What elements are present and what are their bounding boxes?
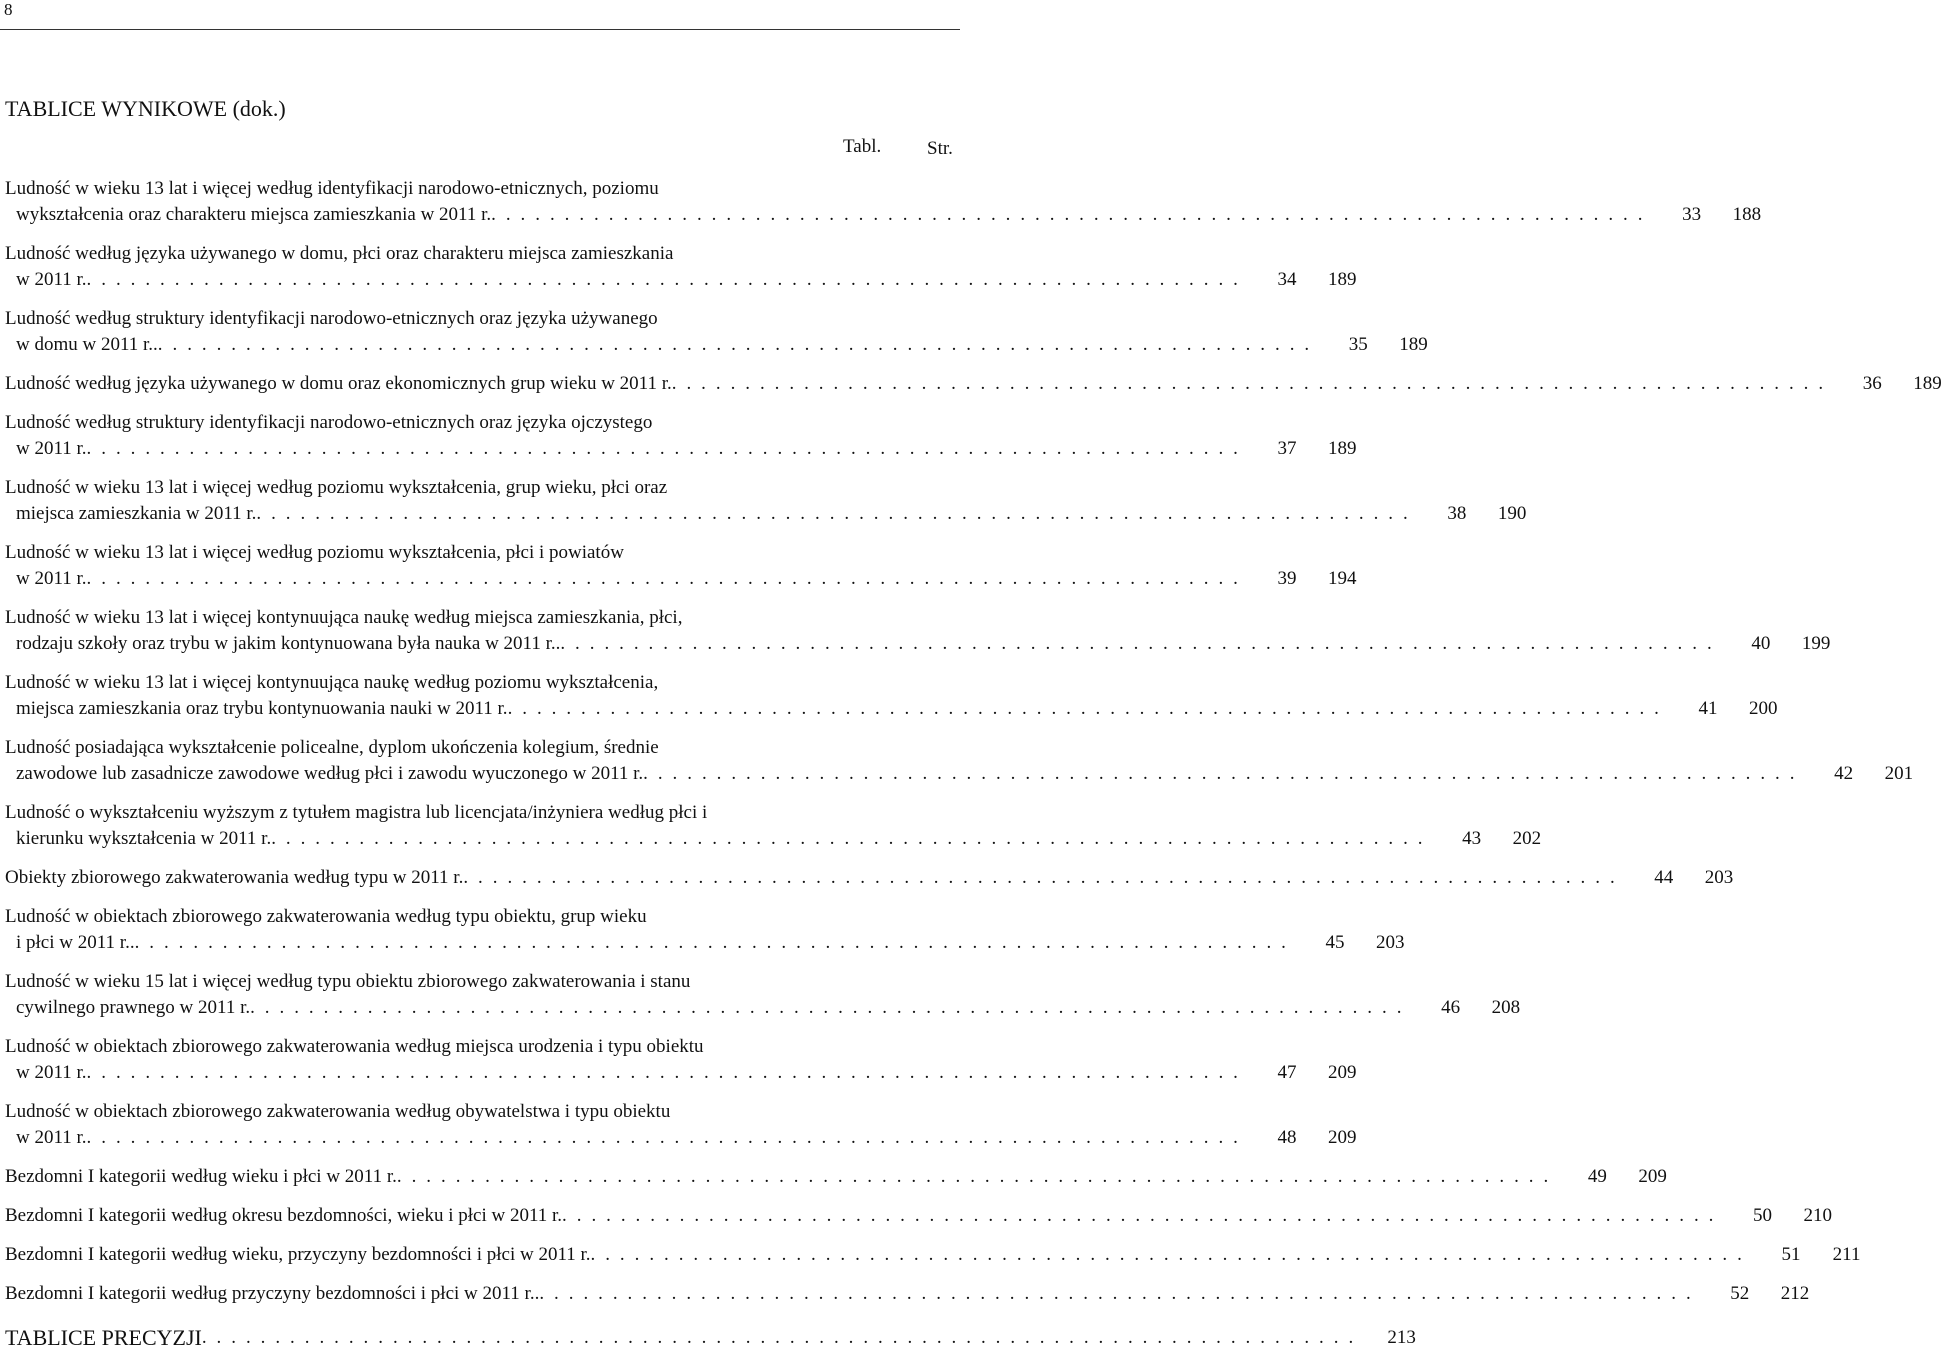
page-ref: 211 — [1832, 1244, 1861, 1265]
toc-entry-title-line2: Bezdomni I kategorii według wieku i płci w 2011 r. — [5, 1166, 397, 1187]
toc-entry-title-line2: Bezdomni I kategorii według okresu bezdomności, wieku i płci w 2011 r. — [5, 1205, 563, 1226]
dot-leader: . . . . . . . . . . . . . . . . . . . . . . . . . . . . . . . . . . . . . . . . . . . . . . . . . . . . . . . . . . . . . . . . . . . . . . . . . . . . . . . — [539, 1283, 1694, 1304]
precision-tables-title: TABLICE PRECYZJI — [5, 1325, 202, 1350]
page-ref: 209 — [1328, 1062, 1357, 1083]
toc-entry-title-line1: Ludność według języka używanego w domu, płci oraz charakteru miejsca zamieszkania — [5, 243, 674, 264]
toc-entry-title-line1: Ludność w wieku 13 lat i więcej według poziomu wykształcenia, płci i powiatów — [5, 542, 624, 563]
toc-entry-last-line — [5, 566, 1357, 592]
toc-entry-last-line — [5, 865, 1734, 891]
toc-entry-title-line1: Ludność posiadająca wykształcenie policealne, dyplom ukończenia kolegium, średnie — [5, 737, 659, 758]
toc-entry-last-line — [5, 995, 1521, 1021]
page-ref: 188 — [1732, 204, 1762, 225]
page-ref: 189 — [1399, 334, 1428, 355]
toc-entry[interactable] — [5, 1281, 1810, 1307]
table-number: 52 — [1730, 1283, 1750, 1304]
toc-entry[interactable] — [5, 176, 1762, 228]
toc-entry-title-line1: Ludność według struktury identyfikacji narodowo-etnicznych oraz języka ojczystego — [5, 412, 653, 433]
toc-entry-title-line2: i płci w 2011 r.. — [16, 932, 135, 953]
dot-leader: . . . . . . . . . . . . . . . . . . . . . . . . . . . . . . . . . . . . . . . . . . . . . . . . . . . . . . . . . . . . . . . . . . . . . . . . . . . . . . . — [643, 763, 1798, 784]
toc-entry-last-line — [5, 1281, 1810, 1307]
toc-entry[interactable] — [5, 1203, 1832, 1229]
toc-entry-last-line — [5, 1203, 1832, 1229]
section-title: TABLICE WYNIKOWE (dok.) — [5, 96, 286, 121]
page-ref: 189 — [1328, 438, 1357, 459]
toc-entry-title-line1: Ludność według struktury identyfikacji narodowo-etnicznych oraz języka używanego — [5, 308, 658, 329]
table-number: 44 — [1654, 867, 1674, 888]
dot-leader: . . . . . . . . . . . . . . . . . . . . . . . . . . . . . . . . . . . . . . . . . . . . . . . . . . . . . . . . . . . . . . . . . . . . . . . . . . . . . . . — [256, 503, 1411, 524]
table-number: 49 — [1587, 1166, 1607, 1187]
table-number: 45 — [1325, 932, 1345, 953]
toc-entry-title-line2: kierunku wykształcenia w 2011 r. — [16, 828, 272, 849]
dot-leader: . . . . . . . . . . . . . . . . . . . . . . . . . . . . . . . . . . . . . . . . . . . . . . . . . . . . . . . . . . . . . . . . . . . . . . . . . . . . . . . — [86, 1062, 1241, 1083]
toc-entry-last-line — [5, 930, 1405, 956]
page-ref: 200 — [1749, 698, 1778, 719]
toc-entry-last-line — [5, 696, 1778, 722]
table-number: 34 — [1277, 269, 1297, 290]
toc-entry-title-line2: wykształcenia oraz charakteru miejsca zamieszkania w 2011 r. — [16, 204, 492, 225]
dot-leader: . . . . . . . . . . . . . . . . . . . . . . . . . . . . . . . . . . . . . . . . . . . . . . . . . . . . . . . . . . . . . . . . . . . . . . . . . . . . . . . — [86, 269, 1241, 290]
toc-entry-last-line — [5, 1164, 1667, 1190]
page-ref: 203 — [1376, 932, 1405, 953]
table-number: 51 — [1781, 1244, 1801, 1265]
toc-entry[interactable] — [5, 1164, 1667, 1190]
toc-entry-title-line2: Bezdomni I kategorii według przyczyny bezdomności i płci w 2011 r.. — [5, 1283, 540, 1304]
toc-entry-title-line2: w 2011 r. — [16, 269, 87, 290]
toc-entry-title-line2: w 2011 r. — [16, 438, 87, 459]
toc-entry-title-line2: miejsca zamieszkania w 2011 r. — [16, 503, 257, 524]
toc-entry-title-line2: rodzaju szkoły oraz trybu w jakim kontynuowana była nauka w 2011 r.. — [16, 633, 561, 654]
page-ref: 209 — [1328, 1127, 1357, 1148]
dot-leader: . . . . . . . . . . . . . . . . . . . . . . . . . . . . . . . . . . . . . . . . . . . . . . . . . . . . . . . . . . . . . . . . . . . . . . . . . . . . . . . — [271, 828, 1426, 849]
page-ref: 201 — [1884, 763, 1914, 784]
toc-entry-title-line1: Ludność w wieku 15 lat i więcej według typu obiektu zbiorowego zakwaterowania i stanu — [5, 971, 691, 992]
toc-entry[interactable] — [5, 865, 1734, 891]
dot-leader: . . . . . . . . . . . . . . . . . . . . . . . . . . . . . . . . . . . . . . . . . . . . . . . . . . . . . . . . . . . . . . . . . . . . . . . . . . . . . . . — [463, 867, 1618, 888]
table-number: 35 — [1348, 334, 1368, 355]
toc-entry-title-line1: Ludność o wykształceniu wyższym z tytułem magistra lub licencjata/inżyniera według płci i — [5, 802, 708, 823]
toc-entry-last-line — [5, 267, 1357, 293]
page-ref: 213 — [1387, 1327, 1416, 1348]
toc-entry[interactable] — [5, 735, 1914, 787]
dot-leader: . . . . . . . . . . . . . . . . . . . . . . . . . . . . . . . . . . . . . . . . . . . . . . . . . . . . . . . . . . . . . . . . . . . . . . . . . . . . . . . — [201, 1327, 1356, 1348]
page-ref: 212 — [1780, 1283, 1810, 1304]
toc-entry-title-line1: Ludność w obiektach zbiorowego zakwaterowania według typu obiektu, grup wieku — [5, 906, 647, 927]
page-ref: 203 — [1704, 867, 1734, 888]
dot-leader: . . . . . . . . . . . . . . . . . . . . . . . . . . . . . . . . . . . . . . . . . . . . . . . . . . . . . . . . . . . . . . . . . . . . . . . . . . . . . . . — [86, 1127, 1241, 1148]
table-number: 37 — [1277, 438, 1297, 459]
toc-entry-last-line — [5, 631, 1831, 657]
toc-entry-title-line2: w domu w 2011 r.. — [16, 334, 158, 355]
toc-entry-last-line — [5, 826, 1542, 852]
dot-leader: . . . . . . . . . . . . . . . . . . . . . . . . . . . . . . . . . . . . . . . . . . . . . . . . . . . . . . . . . . . . . . . . . . . . . . . . . . . . . . . — [590, 1244, 1745, 1265]
table-number: 33 — [1682, 204, 1702, 225]
table-number: 46 — [1441, 997, 1461, 1018]
table-number: 42 — [1834, 763, 1854, 784]
column-header-tabl: Tabl. — [843, 136, 882, 157]
table-number: 38 — [1447, 503, 1467, 524]
table-number: 36 — [1862, 373, 1882, 394]
dot-leader: . . . . . . . . . . . . . . . . . . . . . . . . . . . . . . . . . . . . . . . . . . . . . . . . . . . . . . . . . . . . . . . . . . . . . . . . . . . . . . . — [134, 932, 1289, 953]
dot-leader: . . . . . . . . . . . . . . . . . . . . . . . . . . . . . . . . . . . . . . . . . . . . . . . . . . . . . . . . . . . . . . . . . . . . . . . . . . . . . . . — [86, 568, 1241, 589]
toc-entry-precision-tables[interactable] — [5, 1325, 1416, 1351]
toc-entry[interactable] — [5, 371, 1942, 397]
toc-entry-title-line2: Bezdomni I kategorii według wieku, przyczyny bezdomności i płci w 2011 r. — [5, 1244, 591, 1265]
toc-entry[interactable] — [5, 410, 1357, 462]
page-ref: 210 — [1803, 1205, 1832, 1226]
dot-leader: . . . . . . . . . . . . . . . . . . . . . . . . . . . . . . . . . . . . . . . . . . . . . . . . . . . . . . . . . . . . . . . . . . . . . . . . . . . . . . . — [562, 1205, 1716, 1226]
table-number: 47 — [1277, 1062, 1297, 1083]
toc-entry-title-line2: w 2011 r. — [16, 1062, 87, 1083]
toc-entry-last-line — [5, 1125, 1357, 1151]
page-ref: 190 — [1497, 503, 1527, 524]
toc-entry[interactable] — [5, 475, 1527, 527]
toc-entry[interactable] — [5, 540, 1357, 592]
toc-entry-title-line2: w 2011 r. — [16, 1127, 87, 1148]
dot-leader: . . . . . . . . . . . . . . . . . . . . . . . . . . . . . . . . . . . . . . . . . . . . . . . . . . . . . . . . . . . . . . . . . . . . . . . . . . . . . . . — [560, 633, 1715, 654]
top-rule — [0, 29, 960, 30]
dot-leader: . . . . . . . . . . . . . . . . . . . . . . . . . . . . . . . . . . . . . . . . . . . . . . . . . . . . . . . . . . . . . . . . . . . . . . . . . . . . . . . — [507, 698, 1662, 719]
table-of-contents — [5, 176, 1942, 1364]
table-number: 39 — [1277, 568, 1297, 589]
page-ref: 194 — [1328, 568, 1357, 589]
toc-entry-last-line — [5, 1242, 1861, 1268]
toc-entry-title-line2: cywilnego prawnego w 2011 r. — [16, 997, 251, 1018]
toc-entry[interactable] — [5, 1034, 1357, 1086]
toc-entry-title-line2: miejsca zamieszkania oraz trybu kontynuowania nauki w 2011 r. — [16, 698, 508, 719]
page-ref: 189 — [1328, 269, 1357, 290]
table-number: 40 — [1751, 633, 1771, 654]
page-ref: 189 — [1913, 373, 1942, 394]
toc-entry[interactable] — [5, 904, 1405, 956]
toc-entry-title-line1: Ludność w obiektach zbiorowego zakwaterowania według miejsca urodzenia i typu obiektu — [5, 1036, 704, 1057]
toc-entry-title-line1: Ludność w wieku 13 lat i więcej według identyfikacji narodowo-etnicznych, poziomu — [5, 178, 659, 199]
table-number: 48 — [1277, 1127, 1297, 1148]
toc-entry[interactable] — [5, 670, 1778, 722]
toc-entry[interactable] — [5, 1242, 1861, 1268]
dot-leader: . . . . . . . . . . . . . . . . . . . . . . . . . . . . . . . . . . . . . . . . . . . . . . . . . . . . . . . . . . . . . . . . . . . . . . . . . . . . . . . — [671, 373, 1826, 394]
toc-entry-title-line2: w 2011 r. — [16, 568, 87, 589]
toc-entry-last-line — [5, 1060, 1357, 1086]
table-number: 41 — [1698, 698, 1718, 719]
dot-leader: . . . . . . . . . . . . . . . . . . . . . . . . . . . . . . . . . . . . . . . . . . . . . . . . . . . . . . . . . . . . . . . . . . . . . . . . . . . . . . . — [250, 997, 1405, 1018]
toc-entry-last-line — [5, 371, 1942, 397]
column-header-str: Str. — [927, 138, 953, 159]
toc-entry[interactable] — [5, 605, 1831, 657]
page-ref: 209 — [1638, 1166, 1667, 1187]
toc-entry[interactable] — [5, 306, 1428, 358]
page-number: 8 — [4, 0, 13, 19]
toc-entry[interactable] — [5, 969, 1521, 1021]
toc-entry[interactable] — [5, 800, 1542, 852]
page-ref: 208 — [1491, 997, 1521, 1018]
toc-entry[interactable] — [5, 1099, 1357, 1151]
toc-entry-title-line1: Ludność w wieku 13 lat i więcej według poziomu wykształcenia, grup wieku, płci oraz — [5, 477, 668, 498]
toc-entry-title-line2: Ludność według języka używanego w domu oraz ekonomicznych grup wieku w 2011 r. — [5, 373, 672, 394]
dot-leader: . . . . . . . . . . . . . . . . . . . . . . . . . . . . . . . . . . . . . . . . . . . . . . . . . . . . . . . . . . . . . . . . . . . . . . . . . . . . . . . — [157, 334, 1312, 355]
toc-entry-title-line2: Obiekty zbiorowego zakwaterowania według typu w 2011 r. — [5, 867, 464, 888]
toc-entry-title-line1: Ludność w wieku 13 lat i więcej kontynuująca naukę według miejsca zamieszkania, płci, — [5, 607, 683, 628]
toc-entry-title-line1: Ludność w obiektach zbiorowego zakwaterowania według obywatelstwa i typu obiektu — [5, 1101, 671, 1122]
page-ref: 199 — [1801, 633, 1831, 654]
toc-entry-last-line — [5, 1325, 1416, 1351]
table-number: 43 — [1462, 828, 1482, 849]
toc-entry-title-line1: Ludność w wieku 13 lat i więcej kontynuująca naukę według poziomu wykształcenia, — [5, 672, 659, 693]
dot-leader: . . . . . . . . . . . . . . . . . . . . . . . . . . . . . . . . . . . . . . . . . . . . . . . . . . . . . . . . . . . . . . . . . . . . . . . . . . . . . . . — [396, 1166, 1551, 1187]
page-ref: 202 — [1512, 828, 1542, 849]
toc-entry-last-line — [5, 332, 1428, 358]
toc-entry-last-line — [5, 501, 1527, 527]
toc-entry-last-line — [5, 202, 1762, 228]
toc-entry-title-line2: zawodowe lub zasadnicze zawodowe według płci i zawodu wyuczonego w 2011 r. — [16, 763, 644, 784]
toc-entry-last-line — [5, 436, 1357, 462]
dot-leader: . . . . . . . . . . . . . . . . . . . . . . . . . . . . . . . . . . . . . . . . . . . . . . . . . . . . . . . . . . . . . . . . . . . . . . . . . . . . . . . — [86, 438, 1241, 459]
toc-entry[interactable] — [5, 241, 1357, 293]
dot-leader: . . . . . . . . . . . . . . . . . . . . . . . . . . . . . . . . . . . . . . . . . . . . . . . . . . . . . . . . . . . . . . . . . . . . . . . . . . . . . . . — [491, 204, 1646, 225]
table-number: 50 — [1753, 1205, 1772, 1226]
toc-entry-last-line — [5, 761, 1914, 787]
